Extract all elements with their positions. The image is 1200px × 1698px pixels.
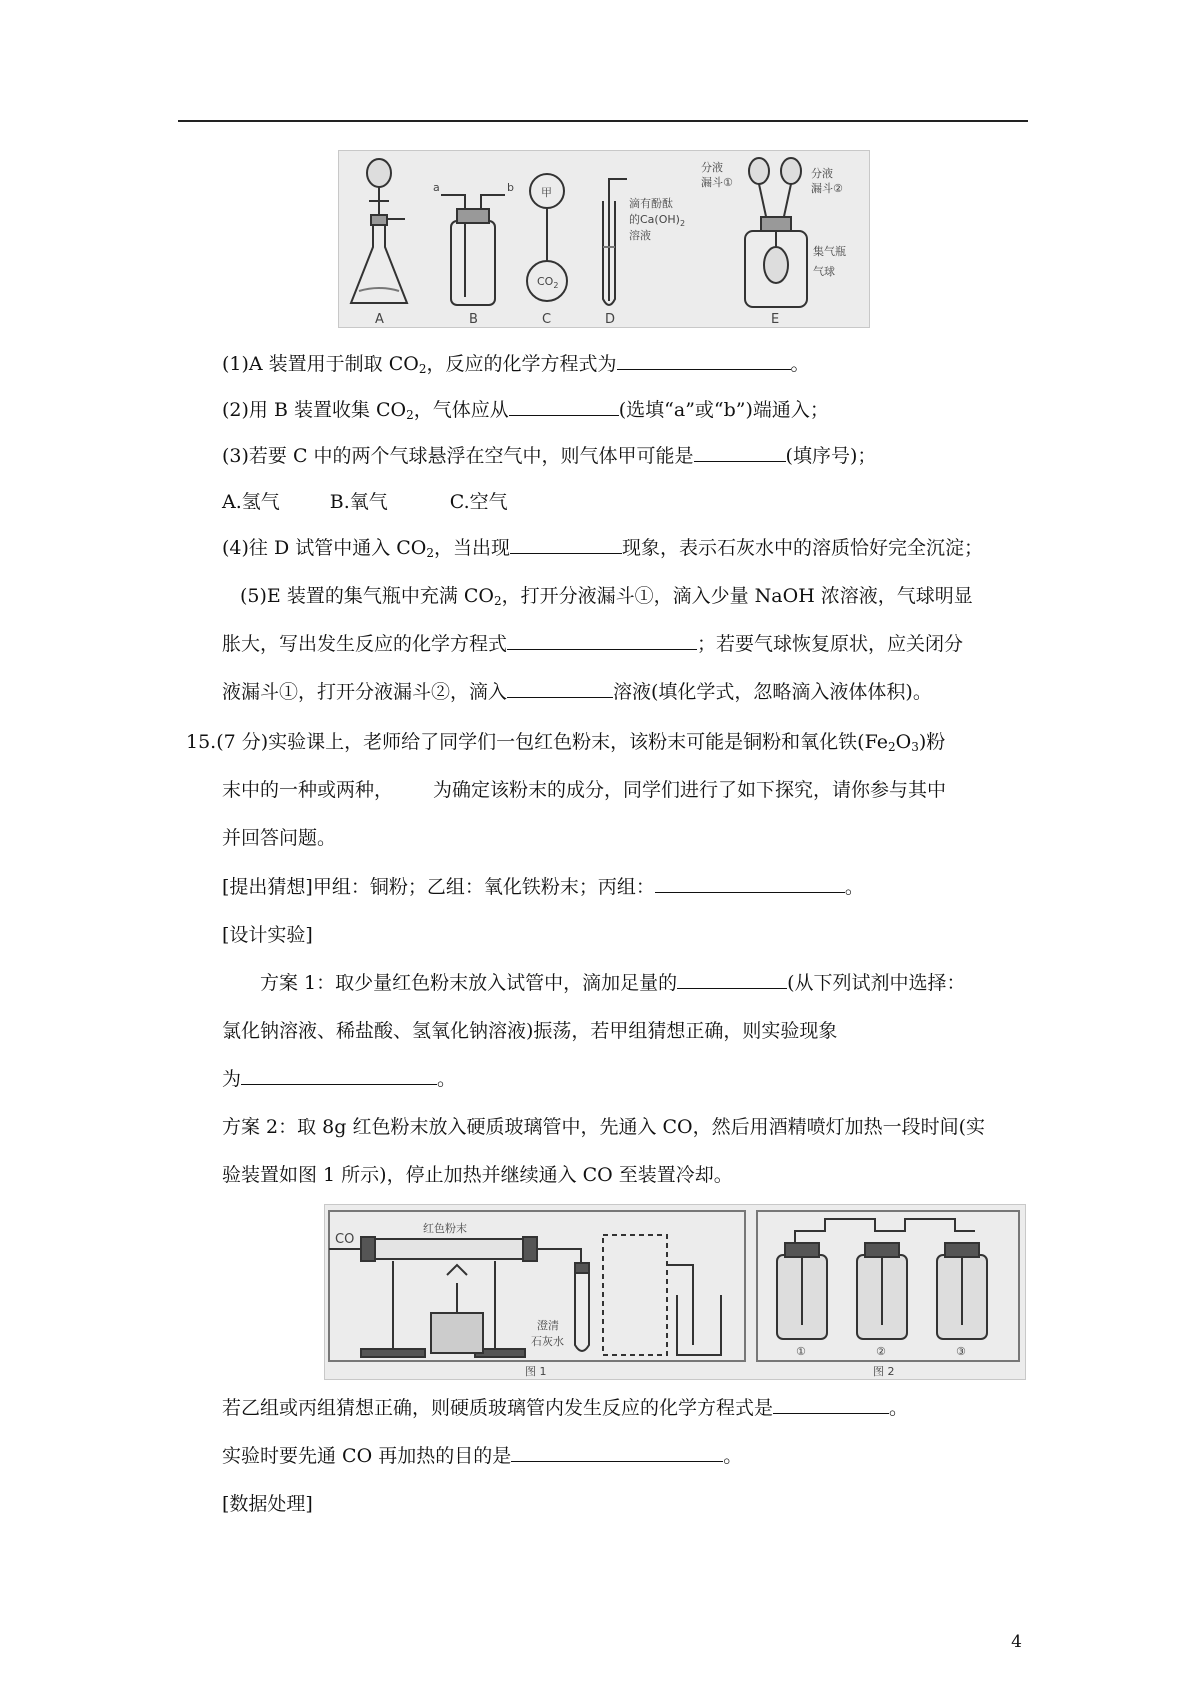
q14-part-5-line-3: 液漏斗①，打开分液漏斗②，滴入 溶液(填化学式，忽略滴入液体体积)。 (222, 681, 932, 703)
answer-blank-6[interactable] (507, 679, 613, 698)
q14-part-5-line-1: (5)E 装置的集气瓶中充满 $CO_2$，打开分液漏斗①，滴入少量 NaOH 浓溶液，气球明显 (240, 585, 973, 608)
header-rule (178, 120, 1028, 122)
label-b: B (469, 312, 478, 327)
answer-blank-1[interactable] (617, 351, 791, 370)
label-bottle-1: ① (796, 1345, 806, 1358)
answer-blank-2[interactable] (509, 397, 619, 416)
label-d-note-3: 溶液 (629, 229, 651, 242)
q15-plan1-line-2: 氯化钠溶液、稀盐酸、氢氧化钠溶液)振荡，若甲组猜想正确，则实验现象 (222, 1020, 838, 1042)
q15-data-heading: [数据处理] (222, 1493, 313, 1515)
q15-plan2-line-1: 方案 2：取 8g 红色粉末放入硬质玻璃管中，先通入 CO，然后用酒精喷灯加热一段时间(实 (222, 1116, 986, 1138)
answer-blank-10[interactable] (773, 1395, 889, 1414)
answer-blank-5[interactable] (507, 631, 697, 650)
q14-part-2: (2)用 B 装置收集 $CO_2$，气体应从 (选填“a”或“b”)端通入； (222, 399, 829, 422)
glass-tube-icon (369, 1239, 527, 1259)
label-jia: 甲 (541, 186, 552, 199)
alcohol-burner-icon (431, 1313, 483, 1353)
q15-guess: [提出猜想]甲组：铜粉；乙组：氧化铁粉末；丙组： 。 (222, 876, 864, 898)
label-funnel2-a: 分液 (811, 167, 833, 180)
q14-part-5-line-2: 胀大，写出发生反应的化学方程式 ；若要气球恢复原状，应关闭分 (222, 633, 964, 655)
answer-blank-4[interactable] (510, 535, 622, 554)
q15-line-3: 并回答问题。 (222, 827, 337, 849)
answer-blank-7[interactable] (655, 874, 845, 893)
q15-plan2-line-2: 验装置如图 1 所示)，停止加热并继续通入 CO 至装置冷却。 (222, 1164, 733, 1186)
beaker-icon (677, 1295, 721, 1355)
q14-part-3: (3)若要 C 中的两个气球悬浮在空气中，则气体甲可能是 (填序号)； (222, 445, 877, 467)
q15-line-2: 末中的一种或两种， 为确定该粉末的成分，同学们进行了如下探究，请你参与其中 (222, 779, 947, 801)
q14-part-4: (4)往 D 试管中通入 $CO_2$，当出现 现象，表示石灰水中的溶质恰好完全沉淀； (222, 537, 984, 560)
co-reduction-apparatus-figure (324, 1204, 1026, 1380)
q15-after-2: 实验时要先通 CO 再加热的目的是 。 (222, 1445, 743, 1467)
label-d: D (605, 312, 616, 327)
q15-after-1: 若乙组或丙组猜想正确，则硬质玻璃管内发生反应的化学方程式是 。 (222, 1397, 909, 1419)
label-tube-a: a (433, 181, 440, 194)
q14-part-1: (1)A 装置用于制取 $CO_2$，反应的化学方程式为 。 (222, 353, 810, 376)
answer-blank-9[interactable] (241, 1066, 437, 1085)
label-a: A (375, 312, 384, 327)
apparatus-d-icon (603, 179, 627, 305)
page-number: 4 (1011, 1632, 1022, 1652)
label-funnel1-a: 分液 (701, 161, 723, 174)
q15-plan1-line-1: 方案 1：取少量红色粉末放入试管中，滴加足量的 (从下列试剂中选择： (260, 972, 966, 994)
apparatus-b-icon (441, 195, 505, 305)
label-limewater-1: 澄清 (537, 1319, 559, 1332)
answer-blank-3[interactable] (694, 443, 786, 462)
label-fig1: 图 1 (525, 1365, 547, 1378)
label-funnel1-b: 漏斗① (701, 176, 733, 189)
q14-options (222, 489, 508, 515)
label-funnel2-b: 漏斗② (811, 182, 843, 195)
answer-blank-8[interactable] (677, 970, 787, 989)
q15-design-heading: [设计实验] (222, 924, 313, 946)
label-bottle-2: ② (876, 1345, 886, 1358)
label-e: E (771, 312, 780, 327)
label-limewater-2: 石灰水 (531, 1335, 564, 1348)
q15-plan1-line-3: 为 。 (222, 1068, 457, 1090)
label-d-note-2: 的$Ca(OH)_2$ (629, 213, 686, 228)
label-jiqiping: 集气瓶 (813, 245, 846, 258)
label-bottle-3: ③ (956, 1345, 966, 1358)
option-c: C.空气 (449, 491, 508, 513)
option-b: B.氧气 (329, 491, 388, 513)
label-d-note-1: 滴有酚酞 (629, 197, 673, 210)
label-co2: $CO_2$ (537, 275, 559, 290)
limewater-test-tube-icon (575, 1273, 589, 1351)
label-qiqiu: 气球 (813, 265, 835, 278)
apparatus-e-icon (745, 158, 807, 307)
label-tube-b: b (507, 181, 514, 194)
wash-bottles-icon (777, 1219, 987, 1339)
label-c: C (542, 312, 552, 327)
apparatus-figure-a-to-e (338, 150, 870, 328)
option-a: A.氢气 (222, 491, 280, 513)
label-fig2: 图 2 (873, 1365, 895, 1378)
apparatus-a-icon (351, 159, 407, 303)
dashed-box-icon (603, 1235, 667, 1355)
q15-line-1: 15.(7 分)实验课上，老师给了同学们一包红色粉末，该粉末可能是铜粉和氧化铁$(Fe_2O_3)$粉 (186, 731, 946, 754)
label-red-powder: 红色粉末 (423, 1222, 467, 1235)
label-co-inlet: CO (335, 1232, 355, 1247)
answer-blank-11[interactable] (511, 1443, 723, 1462)
